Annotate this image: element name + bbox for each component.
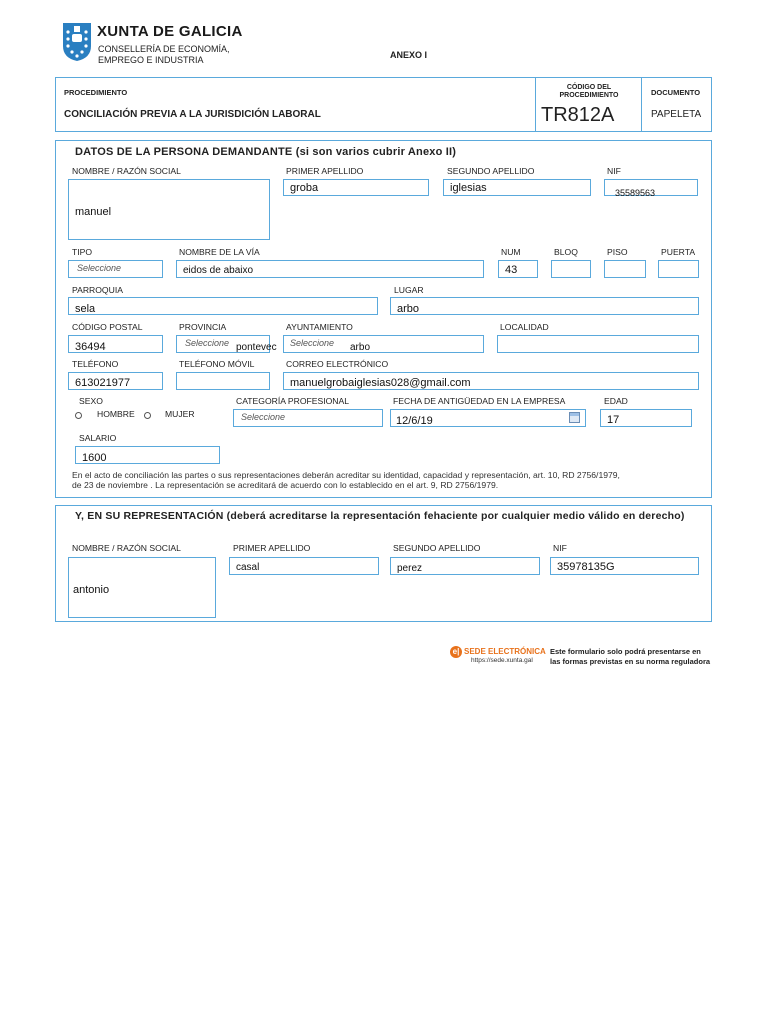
label-nif: NIF bbox=[607, 166, 621, 176]
tipo-placeholder: Seleccione bbox=[77, 263, 122, 273]
org-name: XUNTA DE GALICIA bbox=[97, 23, 243, 40]
label-salario: SALARIO bbox=[79, 433, 117, 443]
label-fecha-antiguedad: FECHA DE ANTIGÜEDAD EN LA EMPRESA bbox=[393, 396, 566, 406]
label-ayuntamiento: AYUNTAMIENTO bbox=[286, 322, 353, 332]
localidad-field[interactable] bbox=[497, 335, 699, 353]
primer-apellido-field[interactable]: groba bbox=[283, 179, 429, 196]
ayuntamiento-select[interactable] bbox=[283, 335, 484, 353]
codigo-value: TR812A bbox=[541, 104, 615, 126]
label-codigo-postal: CÓDIGO POSTAL bbox=[72, 322, 143, 332]
procedimiento-label: PROCEDIMIENTO bbox=[64, 88, 128, 97]
segundo-apellido-field[interactable]: iglesias bbox=[443, 179, 591, 196]
label-puerta: PUERTA bbox=[661, 247, 696, 257]
nif-field[interactable] bbox=[604, 179, 698, 196]
label-nombre: NOMBRE / RAZÓN SOCIAL bbox=[72, 166, 181, 176]
rep-nif-field[interactable]: 35978135G bbox=[550, 557, 699, 575]
fecha-antiguedad-value: 12/6/19 bbox=[396, 415, 433, 427]
nombre-via-field[interactable]: eidos de abaixo bbox=[176, 260, 484, 278]
nombre-field[interactable] bbox=[68, 179, 270, 240]
puerta-field[interactable] bbox=[658, 260, 699, 278]
label-tipo: TIPO bbox=[72, 247, 93, 257]
telefono-field[interactable]: 613021977 bbox=[68, 372, 163, 390]
rep-label-nombre: NOMBRE / RAZÓN SOCIAL bbox=[72, 543, 181, 553]
demandante-note-line2: de 23 de noviembre . La representación se acreditará de acuerdo con lo establecido en el art. 9, RD 2756/1979. bbox=[72, 480, 499, 490]
label-mujer: MUJER bbox=[165, 409, 195, 419]
label-telefono-movil: TELÉFONO MÓVIL bbox=[179, 359, 255, 369]
telefono-movil-field[interactable] bbox=[176, 372, 270, 390]
conselleria-line2: EMPREGO E INDUSTRIA bbox=[98, 55, 204, 65]
representacion-title bbox=[75, 510, 685, 522]
procedure-divider-2 bbox=[641, 77, 642, 132]
label-piso: PISO bbox=[607, 247, 628, 257]
provincia-value: pontevec bbox=[236, 342, 277, 353]
codigo-label-line2: PROCEDIMIENTO bbox=[559, 92, 619, 99]
rep-label-segundo-apellido: SEGUNDO APELLIDO bbox=[393, 543, 481, 553]
calendar-icon[interactable] bbox=[569, 412, 580, 423]
ayuntamiento-placeholder: Seleccione bbox=[290, 338, 335, 348]
representacion-title-rest: (deberá acreditarse la representación fehaciente por cualquier medio válido en derecho) bbox=[223, 510, 685, 522]
rep-primer-apellido-field[interactable]: casal bbox=[229, 557, 379, 575]
label-sexo: SEXO bbox=[79, 396, 103, 406]
representacion-title-bold: Y, EN SU REPRESENTACIÓN bbox=[75, 510, 224, 522]
documento-value: PAPELETA bbox=[651, 109, 702, 120]
mujer-radio[interactable] bbox=[144, 412, 151, 419]
annex-label: ANEXO I bbox=[390, 50, 428, 60]
demandante-title: DATOS DE LA PERSONA DEMANDANTE (si son varios cubrir Anexo II) bbox=[75, 146, 457, 158]
tipo-select[interactable] bbox=[68, 260, 163, 278]
fecha-antiguedad-field[interactable] bbox=[390, 409, 586, 427]
label-segundo-apellido: SEGUNDO APELLIDO bbox=[447, 166, 535, 176]
rep-nombre-field[interactable] bbox=[68, 557, 216, 618]
label-categoria: CATEGORÍA PROFESIONAL bbox=[236, 396, 350, 406]
label-bloq: BLOQ bbox=[554, 247, 578, 257]
sede-icon-text: e| bbox=[452, 647, 460, 656]
sede-label: SEDE ELECTRÓNICA bbox=[464, 647, 546, 656]
label-hombre: HOMBRE bbox=[97, 409, 135, 419]
label-num: NUM bbox=[501, 247, 521, 257]
codigo-postal-field[interactable]: 36494 bbox=[68, 335, 163, 353]
rep-segundo-apellido-field[interactable]: perez bbox=[390, 557, 540, 575]
label-correo: CORREO ELECTRÓNICO bbox=[286, 359, 389, 369]
provincia-select[interactable] bbox=[176, 335, 277, 353]
label-lugar: LUGAR bbox=[394, 285, 424, 295]
label-parroquia: PARROQUIA bbox=[72, 285, 123, 295]
xunta-logo bbox=[62, 22, 92, 62]
bloq-field[interactable] bbox=[551, 260, 591, 278]
lugar-field[interactable]: arbo bbox=[390, 297, 699, 315]
footer-notice-line2: las formas previstas en su norma reguladora bbox=[550, 657, 711, 666]
label-nombre-via: NOMBRE DE LA VÍA bbox=[179, 247, 260, 257]
label-telefono: TELÉFONO bbox=[72, 359, 119, 369]
salario-field[interactable]: 1600 bbox=[75, 446, 220, 464]
parroquia-field[interactable]: sela bbox=[68, 297, 378, 315]
label-primer-apellido: PRIMER APELLIDO bbox=[286, 166, 364, 176]
edad-field[interactable]: 17 bbox=[600, 409, 692, 427]
provincia-placeholder: Seleccione bbox=[185, 338, 230, 348]
ayuntamiento-value: arbo bbox=[350, 342, 371, 353]
label-provincia: PROVINCIA bbox=[179, 322, 227, 332]
categoria-placeholder: Seleccione bbox=[241, 412, 286, 422]
documento-label: DOCUMENTO bbox=[651, 88, 701, 97]
correo-field[interactable]: manuelgrobaiglesias028@gmail.com bbox=[283, 372, 699, 390]
sede-url[interactable]: https://sede.xunta.gal bbox=[471, 657, 533, 664]
num-field[interactable]: 43 bbox=[498, 260, 538, 278]
nif-value: 35589563 bbox=[615, 188, 656, 198]
label-localidad: LOCALIDAD bbox=[500, 322, 549, 332]
piso-field[interactable] bbox=[604, 260, 646, 278]
procedimiento-value: CONCILIACIÓN PREVIA A LA JURISDICIÓN LABORAL bbox=[64, 109, 321, 120]
conselleria-line1: CONSELLERÍA DE ECONOMÍA, bbox=[98, 44, 230, 54]
rep-nombre-value: antonio bbox=[73, 584, 110, 596]
rep-label-nif: NIF bbox=[553, 543, 567, 553]
nombre-value: manuel bbox=[75, 206, 112, 218]
rep-label-primer-apellido: PRIMER APELLIDO bbox=[233, 543, 311, 553]
xunta-shield-icon bbox=[62, 22, 92, 62]
categoria-select[interactable] bbox=[233, 409, 383, 427]
codigo-label-line1: CÓDIGO DEL bbox=[566, 84, 612, 91]
demandante-note-line1: En el acto de conciliación las partes o sus representaciones deberán acreditar su identidad, capacidad y representación, art. 10, RD 2756/1979, bbox=[72, 470, 620, 480]
label-edad: EDAD bbox=[604, 396, 628, 406]
procedure-divider-1 bbox=[535, 77, 536, 132]
footer-notice-line1: Este formulario solo podrá presentarse en bbox=[550, 647, 701, 656]
hombre-radio[interactable] bbox=[75, 412, 82, 419]
sede-logo-icon bbox=[450, 646, 462, 658]
